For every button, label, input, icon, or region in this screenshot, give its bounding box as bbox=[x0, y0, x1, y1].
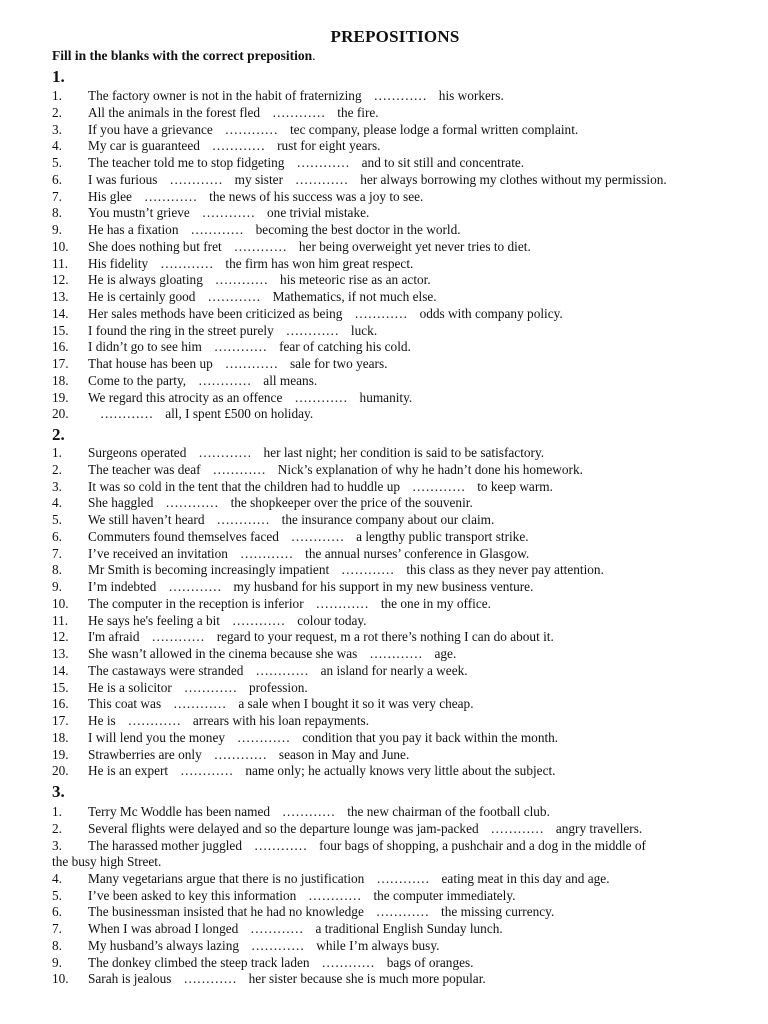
exercise-item bbox=[52, 512, 752, 529]
item-text-before: The donkey climbed the steep track laden bbox=[88, 954, 310, 970]
item-number: 14. bbox=[52, 662, 69, 678]
answer-blank: ………… bbox=[201, 205, 256, 221]
answer-blank: ………… bbox=[213, 339, 268, 355]
item-text-before: We regard this atrocity as an offence bbox=[88, 389, 283, 405]
answer-blank: ………… bbox=[127, 713, 181, 728]
item-number: 17. bbox=[52, 356, 69, 371]
item-text-after: eating meat in this day and age. bbox=[441, 870, 610, 886]
item-text-after: four bags of shopping, a pushchair and a dog in the middle of bbox=[319, 837, 646, 853]
item-text-after: the firm has won him great respect. bbox=[225, 255, 414, 271]
item-text-after: fear of catching his cold. bbox=[279, 339, 411, 355]
answer-blank: ………… bbox=[373, 88, 427, 103]
item-number: 4. bbox=[52, 870, 62, 886]
item-text-after: rust for eight years. bbox=[277, 138, 381, 154]
item-text-before: I'm afraid bbox=[88, 629, 140, 645]
item-text-after: the insurance company about our claim. bbox=[281, 512, 495, 527]
exercise-item bbox=[52, 189, 752, 206]
answer-blank: ………… bbox=[168, 579, 222, 594]
exercise-item bbox=[52, 306, 752, 323]
item-text-after: the news of his success was a joy to see. bbox=[209, 188, 424, 204]
item-text-after: her always borrowing my clothes without my permission. bbox=[360, 171, 667, 187]
item-text-before: My car is guaranteed bbox=[88, 138, 200, 154]
section-heading: 2. bbox=[52, 425, 65, 444]
exercise-item bbox=[52, 373, 752, 390]
item-number: 5. bbox=[52, 512, 62, 527]
answer-blank: ………… bbox=[165, 495, 219, 511]
answer-blank: ………… bbox=[160, 255, 214, 271]
item-number: 4. bbox=[52, 495, 62, 511]
exercise-item bbox=[52, 663, 752, 680]
answer-blank: ………… bbox=[295, 171, 349, 187]
item-number: 7. bbox=[52, 188, 62, 204]
answer-blank: ………… bbox=[213, 746, 267, 762]
item-text-after: a sale when I bought it so it was very cheap. bbox=[238, 696, 474, 712]
item-text-before: She does nothing but fret bbox=[88, 238, 222, 254]
exercise-item bbox=[52, 495, 752, 512]
answer-blank: ………… bbox=[190, 222, 244, 237]
item-number: 3. bbox=[52, 837, 62, 853]
item-text-before: He is a solicitor bbox=[88, 679, 172, 695]
item-text-after: the shopkeeper over the price of the souvenir. bbox=[230, 495, 473, 511]
item-text-before: Many vegetarians argue that there is no justification bbox=[88, 870, 365, 886]
exercise-item bbox=[52, 747, 752, 764]
item-text-before: My husband’s always lazing bbox=[88, 937, 240, 953]
item-text-after: to keep warm. bbox=[477, 478, 553, 494]
item-number: 10. bbox=[52, 595, 69, 611]
exercise-item bbox=[52, 289, 752, 306]
item-number: 1. bbox=[52, 88, 62, 103]
exercise-item bbox=[52, 680, 752, 697]
answer-blank: ………… bbox=[239, 545, 294, 561]
item-text-after: name only; he actually knows very little about the subject. bbox=[245, 763, 556, 779]
exercise-item bbox=[52, 339, 752, 356]
item-text-after: my husband for his support in my new business venture. bbox=[233, 579, 534, 594]
answer-blank: ………… bbox=[180, 763, 234, 779]
item-text-before: She wasn’t allowed in the cinema because she was bbox=[88, 646, 358, 661]
item-text-before: The castaways were stranded bbox=[88, 662, 244, 678]
item-text-after: season in May and June. bbox=[278, 746, 410, 762]
item-text-after: and to sit still and concentrate. bbox=[361, 155, 525, 170]
exercise-item bbox=[52, 445, 752, 462]
item-text-before: The harassed mother juggled bbox=[88, 837, 242, 853]
exercise-item bbox=[52, 596, 752, 613]
exercise-item bbox=[52, 904, 752, 921]
item-text-after: Nick’s explanation of why he hadn’t done his homework. bbox=[277, 461, 583, 477]
exercise-item bbox=[52, 646, 752, 663]
item-text-before: His glee bbox=[88, 188, 132, 204]
item-number: 10. bbox=[52, 238, 69, 254]
item-number: 5. bbox=[52, 887, 62, 903]
item-text-before: He has a fixation bbox=[88, 222, 179, 237]
item-number: 15. bbox=[52, 679, 69, 695]
exercise-item bbox=[52, 921, 752, 938]
item-number: 11. bbox=[52, 255, 69, 271]
item-text-before: We still haven’t heard bbox=[88, 512, 205, 527]
exercise-item bbox=[52, 938, 752, 955]
item-text-after: the fire. bbox=[337, 104, 379, 120]
item-text-before: The computer in the reception is inferior bbox=[88, 595, 304, 611]
answer-blank: ………… bbox=[250, 921, 304, 936]
item-number: 16. bbox=[52, 339, 69, 355]
answer-blank: ………… bbox=[375, 904, 430, 920]
item-text-before: I’m indebted bbox=[88, 579, 157, 594]
exercise-item bbox=[52, 629, 752, 646]
answer-blank: ………… bbox=[224, 121, 278, 137]
item-number: 2. bbox=[52, 461, 62, 477]
item-text-after: humanity. bbox=[359, 389, 413, 405]
item-text-before: Commuters found themselves faced bbox=[88, 528, 279, 544]
item-number: 4. bbox=[52, 138, 62, 154]
item-number: 8. bbox=[52, 562, 62, 578]
item-number: 9. bbox=[52, 579, 62, 594]
item-text-before: Her sales methods have been criticized as being bbox=[88, 305, 343, 321]
item-number: 12. bbox=[52, 629, 69, 645]
item-text-after: an island for nearly a week. bbox=[320, 662, 468, 678]
answer-blank: ………… bbox=[251, 937, 305, 953]
answer-blank: ………… bbox=[207, 289, 261, 304]
answer-blank: ………… bbox=[354, 305, 408, 321]
answer-blank: ………… bbox=[143, 188, 198, 204]
item-text-before: It was so cold in the tent that the children had to huddle up bbox=[88, 478, 401, 494]
item-number: 7. bbox=[52, 545, 62, 561]
item-text-before: He is always gloating bbox=[88, 272, 203, 288]
item-text-before: I didn’t go to see him bbox=[88, 339, 202, 355]
item-text-before: I’ve been asked to key this information bbox=[88, 887, 297, 903]
answer-blank: ………… bbox=[100, 406, 154, 422]
item-number: 17. bbox=[52, 713, 69, 728]
item-number: 10. bbox=[52, 971, 69, 987]
item-text-before: I’ve received an invitation bbox=[88, 545, 228, 561]
item-text-after: his meteoric rise as an actor. bbox=[280, 272, 431, 288]
item-text-after: bags of oranges. bbox=[386, 954, 474, 970]
item-text-before: He is an expert bbox=[88, 763, 169, 779]
answer-blank: ………… bbox=[308, 887, 362, 903]
item-number: 18. bbox=[52, 372, 69, 388]
item-number: 5. bbox=[52, 155, 62, 170]
item-number: 14. bbox=[52, 305, 69, 321]
answer-blank: ………… bbox=[151, 629, 205, 645]
item-number: 15. bbox=[52, 322, 69, 338]
item-number: 3. bbox=[52, 121, 62, 137]
exercise-item bbox=[52, 713, 752, 730]
exercise-item bbox=[52, 239, 752, 256]
item-text-before: Mr Smith is becoming increasingly impatient bbox=[88, 562, 330, 578]
item-number: 6. bbox=[52, 528, 62, 544]
item-text-before: Sarah is jealous bbox=[88, 971, 172, 987]
item-text-after: her sister because she is much more popular. bbox=[248, 971, 486, 987]
item-text-after: the new chairman of the football club. bbox=[347, 804, 550, 819]
item-number: 20. bbox=[52, 763, 69, 779]
item-text-before: All the animals in the forest fled bbox=[88, 104, 261, 120]
exercise-item bbox=[52, 462, 752, 479]
item-continuation: the busy high Street. bbox=[52, 853, 162, 869]
item-number: 2. bbox=[52, 104, 62, 120]
item-text-after: odds with company policy. bbox=[419, 305, 563, 321]
answer-blank: ………… bbox=[169, 171, 223, 187]
exercise-item bbox=[52, 256, 752, 273]
exercise-item bbox=[52, 323, 752, 340]
item-text-after: a traditional English Sunday lunch. bbox=[315, 921, 503, 936]
exercise-item bbox=[52, 763, 752, 780]
item-text-before: Strawberries are only bbox=[88, 746, 202, 762]
answer-blank: ………… bbox=[214, 272, 269, 288]
exercise-item bbox=[52, 546, 752, 563]
exercise-item bbox=[52, 613, 752, 630]
item-number: 9. bbox=[52, 222, 62, 237]
item-text-after: angry travellers. bbox=[555, 820, 643, 836]
item-number: 12. bbox=[52, 272, 69, 288]
item-text-after: Mathematics, if not much else. bbox=[272, 289, 437, 304]
item-text-after: luck. bbox=[350, 322, 378, 338]
item-text-after: her being overweight yet never tries to diet. bbox=[298, 238, 531, 254]
item-text-after: age. bbox=[434, 646, 457, 661]
item-number: 11. bbox=[52, 612, 69, 628]
item-text-after: this class as they never pay attention. bbox=[406, 562, 604, 578]
section-heading: 1. bbox=[52, 67, 65, 86]
item-text-after: one trivial mistake. bbox=[267, 205, 370, 221]
answer-blank: ………… bbox=[212, 461, 266, 477]
item-text-after: arrears with his loan repayments. bbox=[192, 713, 370, 728]
exercise-item bbox=[52, 696, 752, 713]
answer-blank: ………… bbox=[232, 612, 286, 628]
answer-blank: ………… bbox=[315, 595, 369, 611]
item-number: 8. bbox=[52, 937, 62, 953]
answer-blank: ………… bbox=[216, 512, 270, 527]
exercise-item bbox=[52, 971, 752, 988]
item-text-before: That house has been up bbox=[88, 356, 213, 371]
exercise-item bbox=[52, 888, 752, 905]
answer-blank: ………… bbox=[211, 138, 266, 154]
exercise-item bbox=[52, 272, 752, 289]
exercise-item bbox=[52, 122, 752, 139]
exercise-item bbox=[52, 955, 752, 972]
exercise-item bbox=[52, 155, 752, 172]
item-text-before: His fidelity bbox=[88, 255, 149, 271]
answer-blank: ………… bbox=[282, 804, 336, 819]
answer-blank: ………… bbox=[296, 155, 350, 170]
item-text-after: her last night; her condition is said to be satisfactory. bbox=[263, 445, 545, 460]
page-title: PREPOSITIONS bbox=[330, 27, 460, 46]
exercise-item bbox=[52, 356, 752, 373]
item-text-after: while I’m always busy. bbox=[316, 937, 440, 953]
instruction-text: Fill in the blanks with the correct preposition bbox=[52, 48, 313, 63]
answer-blank: ………… bbox=[198, 445, 252, 460]
item-number: 13. bbox=[52, 646, 69, 661]
item-text-after: all, I spent £500 on holiday. bbox=[165, 406, 314, 422]
exercise-item bbox=[52, 88, 752, 105]
item-text-after: tec company, please lodge a formal written complaint. bbox=[289, 121, 579, 137]
item-text-after: profession. bbox=[249, 679, 308, 695]
item-number: 13. bbox=[52, 289, 69, 304]
item-number: 19. bbox=[52, 746, 69, 762]
item-text-before: Come to the party, bbox=[88, 372, 187, 388]
item-text-before: If you have a grievance bbox=[88, 121, 213, 137]
item-text-before: You mustn’t grieve bbox=[88, 205, 190, 221]
item-number: 6. bbox=[52, 171, 62, 187]
item-text-before: Terry Mc Woddle has been named bbox=[88, 804, 271, 819]
exercise-item bbox=[52, 205, 752, 222]
exercise-item bbox=[52, 222, 752, 239]
exercise-item bbox=[52, 804, 752, 821]
item-text-middle: my sister bbox=[234, 171, 284, 187]
item-text-before: He is bbox=[88, 713, 116, 728]
item-number: 20. bbox=[52, 406, 69, 422]
item-text-after: the missing currency. bbox=[441, 904, 555, 920]
answer-blank: ………… bbox=[376, 870, 430, 886]
item-text-before: The businessman insisted that he had no knowledge bbox=[88, 904, 364, 920]
answer-blank: ………… bbox=[294, 389, 348, 405]
item-text-before: The factory owner is not in the habit of fraternizing bbox=[88, 88, 362, 103]
exercise-item bbox=[52, 821, 752, 838]
answer-blank: ………… bbox=[412, 478, 466, 494]
section-heading: 3. bbox=[52, 782, 65, 801]
item-text-after: a lengthy public transport strike. bbox=[356, 528, 529, 544]
answer-blank: ………… bbox=[233, 238, 287, 254]
item-number: 6. bbox=[52, 904, 62, 920]
item-text-before: I will lend you the money bbox=[88, 729, 226, 745]
answer-blank: ………… bbox=[224, 356, 278, 371]
exercise-item bbox=[52, 579, 752, 596]
item-number: 3. bbox=[52, 478, 62, 494]
item-text-after: sale for two years. bbox=[290, 356, 388, 371]
item-text-before: I found the ring in the street purely bbox=[88, 322, 274, 338]
answer-blank: ………… bbox=[253, 837, 308, 853]
item-number: 8. bbox=[52, 205, 62, 221]
item-number: 16. bbox=[52, 696, 69, 712]
instruction bbox=[52, 48, 316, 64]
item-text-after: his workers. bbox=[438, 88, 504, 103]
item-number: 2. bbox=[52, 820, 62, 836]
item-text-before: He says he's feeling a bit bbox=[88, 612, 221, 628]
answer-blank: ………… bbox=[490, 820, 544, 836]
answer-blank: ………… bbox=[237, 729, 291, 745]
answer-blank: ………… bbox=[341, 562, 395, 578]
answer-blank: ………… bbox=[272, 104, 326, 120]
answer-blank: ………… bbox=[369, 646, 423, 661]
item-text-after: the one in my office. bbox=[380, 595, 491, 611]
item-text-before: I was furious bbox=[88, 171, 158, 187]
item-number: 9. bbox=[52, 954, 62, 970]
item-text-after: all means. bbox=[263, 372, 318, 388]
item-number: 1. bbox=[52, 445, 62, 460]
item-text-before: Several flights were delayed and so the departure lounge was jam-packed bbox=[88, 820, 479, 836]
exercise-item bbox=[52, 172, 752, 189]
exercise-item bbox=[52, 406, 752, 423]
item-text-before: Surgeons operated bbox=[88, 445, 187, 460]
instruction-period: . bbox=[312, 48, 316, 63]
answer-blank: ………… bbox=[183, 679, 238, 695]
item-number: 18. bbox=[52, 729, 69, 745]
answer-blank: ………… bbox=[173, 696, 227, 712]
item-text-before: He is certainly good bbox=[88, 289, 196, 304]
exercise-item bbox=[52, 871, 752, 888]
exercise-item bbox=[52, 105, 752, 122]
answer-blank: ………… bbox=[321, 954, 375, 970]
answer-blank: ………… bbox=[198, 372, 252, 388]
answer-blank: ………… bbox=[183, 971, 237, 987]
item-text-after: regard to your request, m a rot there’s nothing I can do about it. bbox=[216, 629, 554, 645]
item-text-after: the computer immediately. bbox=[373, 887, 516, 903]
item-text-before: When I was abroad I longed bbox=[88, 921, 239, 936]
exercise-item bbox=[52, 562, 752, 579]
item-number: 1. bbox=[52, 804, 62, 819]
item-text-after: condition that you pay it back within the month. bbox=[302, 729, 559, 745]
exercise-item bbox=[52, 838, 752, 855]
item-text-before: This coat was bbox=[88, 696, 162, 712]
exercise-item bbox=[52, 479, 752, 496]
item-text-after: the annual nurses’ conference in Glasgow. bbox=[305, 545, 530, 561]
exercise-item bbox=[52, 138, 752, 155]
answer-blank: ………… bbox=[285, 322, 339, 338]
item-text-before: The teacher was deaf bbox=[88, 461, 201, 477]
exercise-item bbox=[52, 529, 752, 546]
answer-blank: ………… bbox=[290, 528, 345, 544]
item-text-after: becoming the best doctor in the world. bbox=[255, 222, 461, 237]
exercise-item bbox=[52, 390, 752, 407]
item-number: 7. bbox=[52, 921, 62, 936]
item-text-before: She haggled bbox=[88, 495, 154, 511]
exercise-item bbox=[52, 730, 752, 747]
item-text-before: The teacher told me to stop fidgeting bbox=[88, 155, 285, 170]
item-text-after: colour today. bbox=[297, 612, 367, 628]
item-number: 19. bbox=[52, 389, 69, 405]
answer-blank: ………… bbox=[255, 662, 309, 678]
